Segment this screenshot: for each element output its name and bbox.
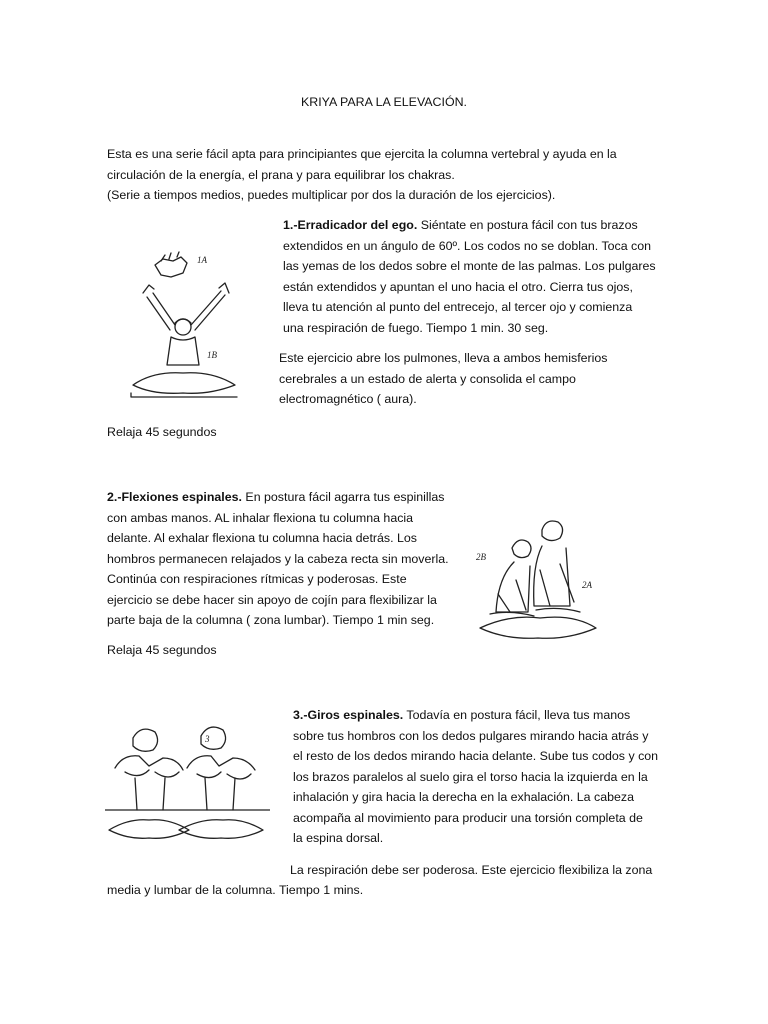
figure-label: 3 (205, 734, 210, 744)
exercise-3-line: la espina dorsal. (293, 831, 384, 845)
exercise-2-line: con ambas manos. AL inhalar flexiona tu columna hacia (107, 510, 414, 525)
exercise-2-line (107, 487, 449, 508)
exercise-3-breathing-line1: La respiración debe ser poderosa. Este ejercicio flexibiliza la zona (290, 863, 653, 877)
exercise-2-heading: 2.-Flexiones espinales. (107, 490, 242, 504)
exercise-2-line: hombros permanecen relajados y la cabeza recta sin moverla. (107, 551, 449, 566)
relax-note-1: Relaja 45 segundos (107, 425, 217, 439)
exercise-1-line (283, 215, 656, 236)
exercise-2-line: parte baja de la columna ( zona lumbar). Tiempo 1 min seg. (107, 613, 435, 627)
exercise-1-line: están extendidos y apuntan el uno hacia el otro. Cierra tus ojos, (283, 279, 633, 294)
relax-note-2: Relaja 45 segundos (107, 643, 217, 657)
exercise-3-heading: 3.-Giros espinales. (293, 708, 404, 722)
intro-line: Esta es una serie fácil apta para principiantes que ejercita la columna vertebral y ayuda en la (107, 147, 617, 161)
exercise-3-line: el resto de los dedos mirando hacia delante. Sube tus codos y con (293, 749, 659, 763)
benefit-line: Este ejercicio abre los pulmones, lleva a ambos hemisferios (279, 351, 608, 365)
exercise-1-line: lleva tu atención al punto del entrecejo, al tercer ojo y comienza (283, 300, 633, 314)
intro-line: (Serie a tiempos medios, puedes multiplicar por dos la duración de los ejercicios). (107, 188, 556, 202)
exercise-2-line: delante. Al exhalar flexiona tu columna hacia detrás. Los (107, 531, 417, 545)
figure-label: 2B (476, 552, 486, 562)
exercise-1-illustration (125, 245, 255, 405)
exercise-3-line (293, 705, 658, 726)
exercise-3-line: acompaña al movimiento para producir una torsión completa de (293, 810, 643, 825)
page-title: KRIYA PARA LA ELEVACIÓN. (301, 95, 467, 109)
exercise-2-illustration (470, 510, 605, 660)
exercise-1-benefit (279, 348, 608, 410)
exercise-2-line: Continúa con respiraciones rítmicas y poderosas. Este (107, 572, 407, 586)
exercise-1-line: una respiración de fuego. Tiempo 1 min. 30 seg. (283, 320, 549, 335)
exercise-3-text-start: Todavía en postura fácil, lleva tus manos (403, 708, 631, 722)
exercise-3-breathing-line2: media y lumbar de la columna. Tiempo 1 mins. (107, 883, 364, 897)
benefit-line: electromagnético ( aura). (279, 392, 417, 406)
exercise-2-text-start: En postura fácil agarra tus espinillas (241, 490, 445, 504)
exercise-3-line: los brazos paralelos al suelo gira el torso hacia la izquierda en la (293, 769, 648, 784)
exercise-1-text (283, 215, 656, 338)
exercise-1-line: las yemas de los dedos sobre el monte de las palmas. Los pulgares (283, 259, 656, 273)
benefit-line: cerebrales a un estado de alerta y consolida el campo (279, 371, 576, 386)
intro-paragraph (107, 144, 617, 206)
exercise-3-illustration (105, 718, 270, 860)
exercise-1-line: extendidos en un ángulo de 60º. Los codos no se doblan. Toca con (283, 238, 652, 253)
figure-label: 2A (582, 580, 592, 590)
exercise-2-text (107, 487, 449, 631)
figure-label: 1B (207, 350, 217, 360)
exercise-1-heading: 1.-Erradicador del ego. (283, 218, 418, 232)
exercise-2-line: ejercicio se debe hacer sin apoyo de cojín para flexibilizar la (107, 592, 437, 607)
exercise-3-text (293, 705, 658, 849)
intro-line: circulación de la energía, el prana y para equilibrar los chakras. (107, 167, 455, 182)
exercise-3-line: inhalación y gira hacia la derecha en la exhalación. La cabeza (293, 790, 634, 804)
exercise-3-line: sobre tus hombros con los dedos pulgares mirando hacia atrás y (293, 728, 649, 743)
exercise-1-text-start: Siéntate en postura fácil con tus brazos (417, 218, 638, 232)
figure-label: 1A (197, 255, 207, 265)
